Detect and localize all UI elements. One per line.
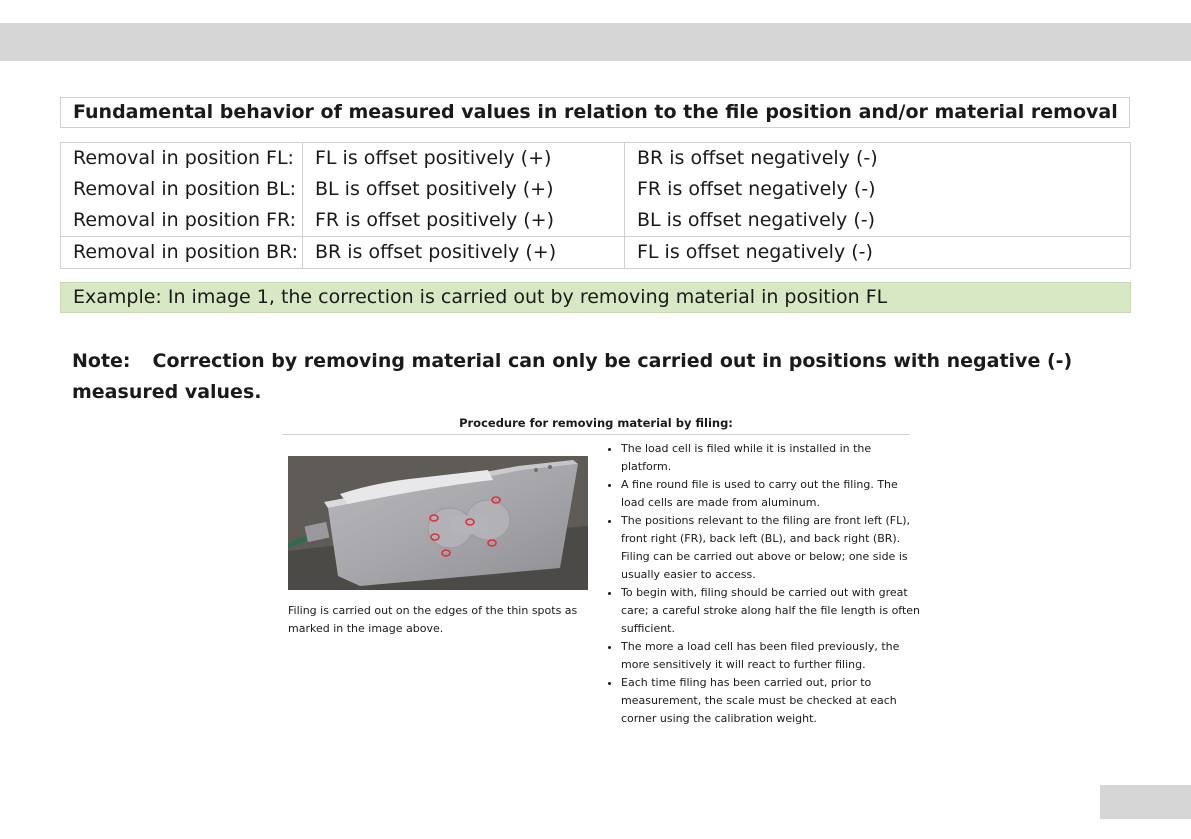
- procedure-divider: [282, 434, 910, 435]
- note-label: Note:: [72, 350, 131, 372]
- list-item: • To begin with, filing should be carried out with great care; a careful stroke along half the file length is often sufficient.: [621, 584, 921, 638]
- negative-offset-cell: BL is offset negatively (-): [625, 205, 1131, 237]
- positive-offset-cell: FL is offset positively (+): [303, 143, 625, 175]
- removal-cell: Removal in position BL:: [61, 174, 303, 205]
- example-bar: Example: In image 1, the correction is carried out by removing material in position FL: [60, 282, 1131, 313]
- list-item: • The positions relevant to the filing are front left (FL), front right (FR), back left (BL), and back right (BR). Filing can be carried out above or below; one side is usually easier to access.: [621, 512, 921, 584]
- page-number-box: [1100, 785, 1191, 819]
- header-band: [0, 23, 1191, 61]
- removal-cell: Removal in position FL:: [61, 143, 303, 175]
- negative-offset-cell: FR is offset negatively (-): [625, 174, 1131, 205]
- procedure-steps: [600, 440, 921, 728]
- positive-offset-cell: BR is offset positively (+): [303, 237, 625, 269]
- table-row: [61, 205, 1131, 237]
- table-row: [61, 143, 1131, 175]
- positive-offset-cell: FR is offset positively (+): [303, 205, 625, 237]
- procedure-title: Procedure for removing material by filing:: [459, 416, 733, 430]
- table-row: [61, 174, 1131, 205]
- removal-cell: Removal in position BR:: [61, 237, 303, 269]
- positive-offset-cell: BL is offset positively (+): [303, 174, 625, 205]
- removal-behavior-table: [60, 142, 1131, 269]
- negative-offset-cell: FL is offset negatively (-): [625, 237, 1131, 269]
- list-item: • The load cell is filed while it is installed in the platform.: [621, 440, 921, 476]
- negative-offset-cell: BR is offset negatively (-): [625, 143, 1131, 175]
- note: [72, 346, 1112, 408]
- list-item: • A fine round file is used to carry out the filing. The load cells are made from aluminum.: [621, 476, 921, 512]
- load-cell-photo: [288, 456, 588, 590]
- table-row: [61, 237, 1131, 269]
- removal-cell: Removal in position FR:: [61, 205, 303, 237]
- list-item: • Each time filing has been carried out, prior to measurement, the scale must be checked at each corner using the calibration weight.: [621, 674, 921, 728]
- load-cell-illustration: [288, 456, 588, 590]
- section-title: Fundamental behavior of measured values in relation to the file position and/or material removal: [60, 97, 1130, 128]
- list-item: • The more a load cell has been filed previously, the more sensitively it will react to further filing.: [621, 638, 921, 674]
- photo-caption: Filing is carried out on the edges of the thin spots as marked in the image above.: [288, 604, 578, 635]
- note-text: Correction by removing material can only be carried out in positions with negative (-) measured values.: [72, 350, 1073, 403]
